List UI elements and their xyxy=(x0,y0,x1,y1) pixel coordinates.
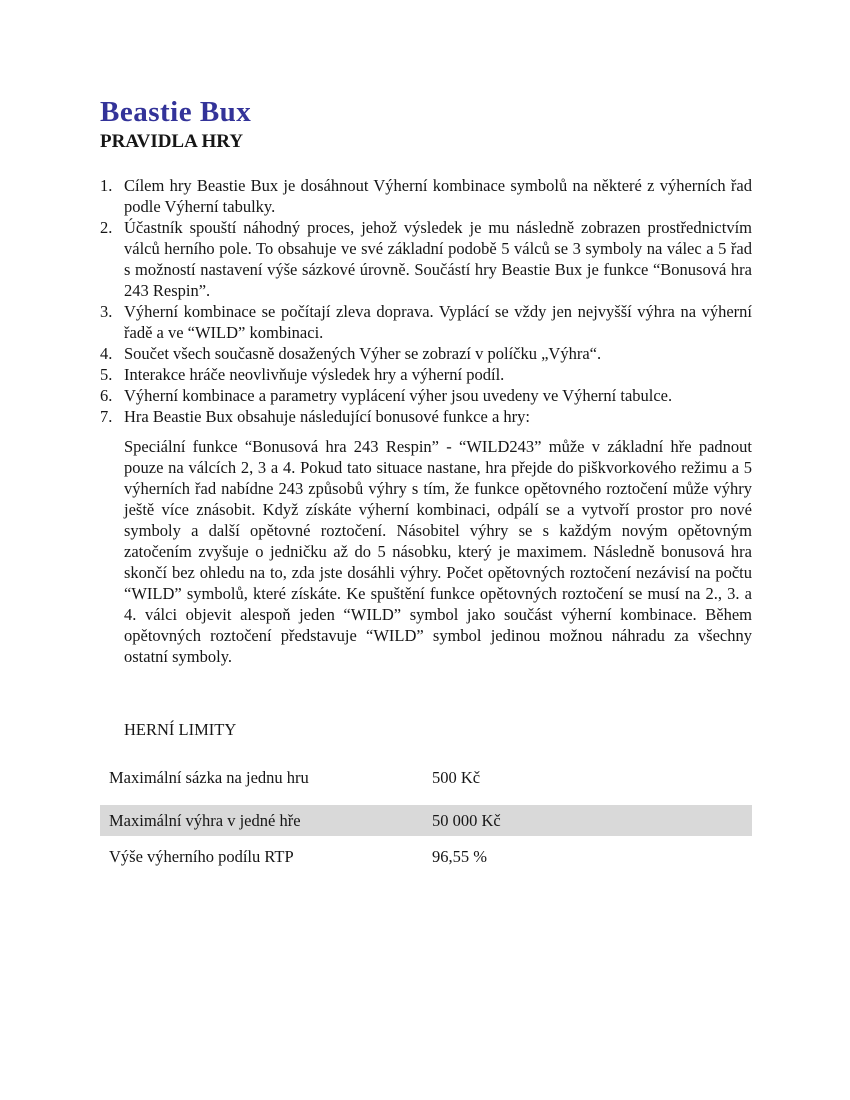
limit-label: Maximální sázka na jednu hru xyxy=(109,768,309,787)
limit-value: 500 Kč xyxy=(432,768,481,787)
rule-item: Výherní kombinace se počítají zleva doprava. Vyplácí se vždy jen nejvyšší výhra na výherní řadě a ve “WILD” kombinaci. xyxy=(124,302,752,342)
limit-value: 50 000 Kč xyxy=(432,811,501,830)
limits-table xyxy=(100,762,752,872)
document-content xyxy=(100,0,752,872)
limit-label: Maximální výhra v jedné hře xyxy=(109,811,301,830)
page-subtitle: PRAVIDLA HRY xyxy=(100,131,244,152)
rule-item: Interakce hráče neovlivňuje výsledek hry a výherní podíl. xyxy=(124,365,505,384)
rule-item: Hra Beastie Bux obsahuje následující bonusové funkce a hry: xyxy=(124,407,530,426)
limits-row xyxy=(100,762,752,793)
rule-item: Součet všech současně dosažených Výher se zobrazí v políčku „Výhra“. xyxy=(124,344,602,363)
limit-label: Výše výherního podílu RTP xyxy=(109,847,294,866)
page-title: Beastie Bux xyxy=(100,96,252,128)
bonus-feature-paragraph: Speciální funkce “Bonusová hra 243 Respin” - “WILD243” může v základní hře padnout pouze na válcích 2, 3 a 4. Pokud tato situace nastane, hra přejde do piškvorkového režimu a 5 výherních řad nabídne 243 způsobů výhry s tím, že funkce opětovného roztočení může výhry ještě více znásobit. Když získáte výherní kombinaci, odpálí se a vytvoří prostor pro nové symboly a další opětovné roztočení. Násobitel výhry se s každým novým opětovným zatočením zvyšuje o jedničku až do 5 násobku, který je maximem. Následně bonusová hra skončí bez ohledu na to, zda jste dosáhli výhry. Počet opětovných roztočení nezávisí na počtu “WILD” symbolů, které získáte. Ke spuštění funkce opětovných roztočení se musí na 2., 3. a 4. válci objevit alespoň jeden “WILD” symbol jako součást výherní kombinace. Během opětovných roztočení představuje “WILD” symbol jedinou možnou náhradu za všechny ostatní symboly. xyxy=(124,437,752,666)
limits-row xyxy=(100,841,752,872)
limits-row xyxy=(100,805,752,836)
rule-item: Cílem hry Beastie Bux je dosáhnout Výherní kombinace symbolů na některé z výherních řad podle Výherní tabulky. xyxy=(124,176,752,216)
limit-value: 96,55 % xyxy=(432,847,487,866)
limits-heading: HERNÍ LIMITY xyxy=(124,720,237,739)
rule-item: Účastník spouští náhodný proces, jehož výsledek je mu následně zobrazen prostřednictvím válců herního pole. To obsahuje ve své základní podobě 5 válců se 3 symboly na válec a 5 řad s možností nastavení výše sázkové úrovně. Součástí hry Beastie Bux je funkce “Bonusová hra 243 Respin”. xyxy=(124,218,752,300)
rules-list xyxy=(100,175,752,427)
rule-item: Výherní kombinace a parametry vyplácení výher jsou uvedeny ve Výherní tabulce. xyxy=(124,386,673,405)
